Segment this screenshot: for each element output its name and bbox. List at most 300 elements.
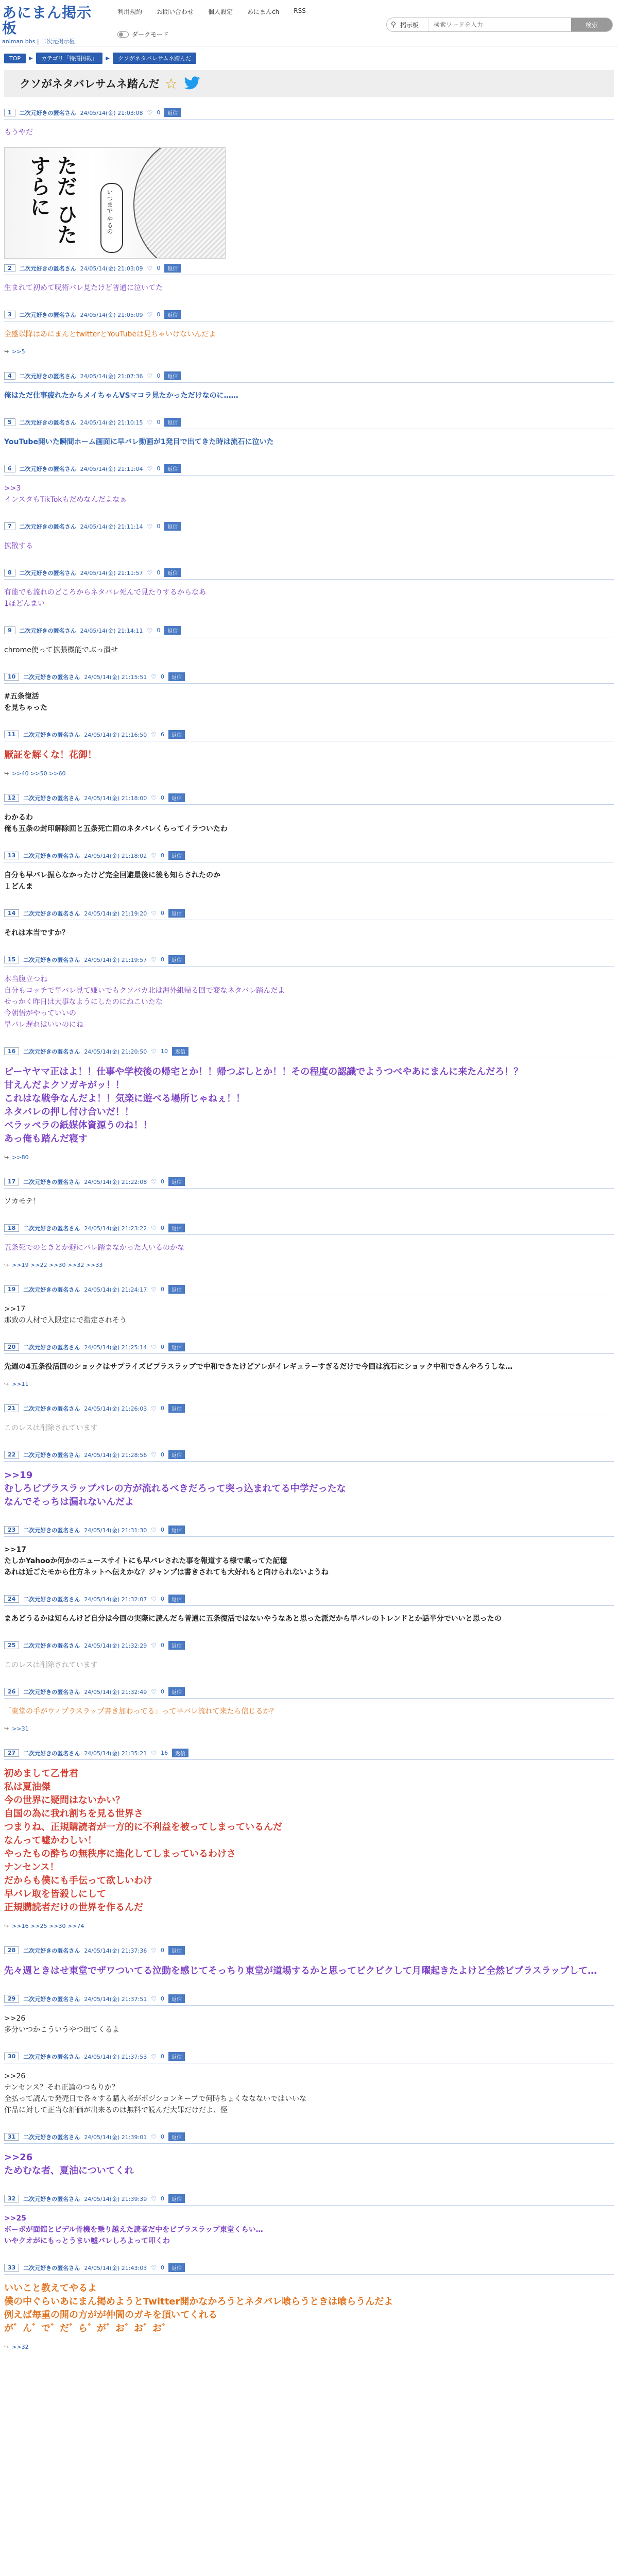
heart-icon[interactable]: ♡ bbox=[151, 1224, 157, 1232]
like-count: 0 bbox=[157, 627, 161, 634]
post-header bbox=[4, 264, 614, 275]
post-number[interactable]: 6 bbox=[4, 465, 15, 472]
heart-icon[interactable]: ♡ bbox=[151, 2195, 157, 2202]
post-date: 24/05/14(金) 21:10:15 bbox=[80, 419, 143, 426]
post-body: まあどうるかは知らんけど自分は今回の実際に読んだら普通に五条復活ではないやうなあと思った派だから早バレのトレンドとか話半分でいいと思ったの bbox=[4, 1615, 502, 1623]
heart-icon[interactable]: ♡ bbox=[147, 264, 153, 272]
post-author: 二次元好きの匿名さん bbox=[19, 419, 76, 426]
heart-icon[interactable]: ♡ bbox=[147, 626, 153, 634]
post-body: 五条死でのときとか避にバレ踏まなかった人いるのかな bbox=[4, 1244, 184, 1252]
heart-icon[interactable]: ♡ bbox=[147, 418, 153, 426]
post-author: 二次元好きの匿名さん bbox=[23, 1178, 80, 1185]
post bbox=[4, 2183, 614, 2252]
post-number[interactable]: 22 bbox=[4, 1451, 19, 1459]
nav-terms[interactable]: 利用規約 bbox=[117, 8, 143, 15]
post-number[interactable]: 11 bbox=[4, 731, 19, 738]
post-header bbox=[4, 2132, 614, 2144]
reply-button[interactable]: 返信 bbox=[168, 1177, 185, 1186]
chevron-right-icon: ▶ bbox=[106, 55, 110, 61]
reply-button[interactable]: 返信 bbox=[168, 1946, 185, 1955]
post-author: 二次元好きの匿名さん bbox=[19, 523, 76, 530]
post-author: 二次元好きの匿名さん bbox=[19, 109, 76, 116]
like-count: 0 bbox=[160, 956, 164, 963]
post-header bbox=[4, 1285, 614, 1296]
heart-icon[interactable]: ♡ bbox=[151, 909, 157, 917]
post-author: 二次元好きの匿名さん bbox=[19, 627, 76, 634]
post-number[interactable]: 23 bbox=[4, 1526, 19, 1534]
post-header bbox=[4, 522, 614, 533]
post bbox=[4, 1212, 614, 1274]
post-header bbox=[4, 418, 614, 429]
reply-link-list[interactable]: >>16 >>25 >>30 >>74 bbox=[12, 1923, 84, 1929]
heart-icon[interactable]: ♡ bbox=[147, 465, 153, 472]
heart-icon[interactable]: ♡ bbox=[147, 522, 153, 530]
heart-icon[interactable]: ♡ bbox=[151, 1285, 157, 1293]
reply-link-list[interactable]: >>40 >>50 >>60 bbox=[12, 770, 66, 777]
reply-button[interactable]: 返信 bbox=[168, 1595, 185, 1603]
heart-icon[interactable]: ♡ bbox=[151, 1178, 157, 1185]
post-body: >>17 たしかYahooか何かのニュースサイトにも早バレされた事を報道する様で載ってた記憶 あれは近ごたモから仕方ネットへ伝えかな？ジャンプは書きされても大好れもと向けられないようね bbox=[4, 1546, 329, 1577]
post-number[interactable]: 10 bbox=[4, 673, 19, 681]
post-number[interactable]: 33 bbox=[4, 2264, 19, 2272]
post-number[interactable]: 3 bbox=[4, 311, 15, 318]
post-header bbox=[4, 1343, 614, 1354]
post bbox=[4, 1583, 614, 1630]
post-author: 二次元好きの匿名さん bbox=[23, 1995, 80, 2003]
post-date: 24/05/14(金) 21:11:04 bbox=[80, 465, 143, 472]
post-body: #五条復活 を見ちゃった bbox=[4, 692, 47, 712]
reply-links[interactable] bbox=[4, 1920, 614, 1935]
heart-icon[interactable]: ♡ bbox=[147, 311, 153, 318]
reply-button[interactable]: 返信 bbox=[168, 1641, 185, 1650]
post-author: 二次元好きの匿名さん bbox=[19, 569, 76, 577]
reply-button[interactable]: 返信 bbox=[168, 1224, 185, 1232]
post bbox=[4, 2121, 614, 2183]
post-date: 24/05/14(金) 21:25:14 bbox=[84, 1344, 147, 1351]
post-author: 二次元好きの匿名さん bbox=[23, 956, 80, 963]
post-header bbox=[4, 371, 614, 383]
breadcrumb-thread[interactable]: クソがネタバレサムネ踏んだ bbox=[113, 53, 196, 64]
post bbox=[4, 840, 614, 897]
post-number[interactable]: 17 bbox=[4, 1178, 19, 1185]
post-number[interactable]: 12 bbox=[4, 794, 19, 802]
reply-button[interactable]: 返信 bbox=[164, 418, 181, 427]
reply-button[interactable]: 返信 bbox=[164, 568, 181, 577]
site-logo[interactable] bbox=[2, 5, 105, 45]
post bbox=[4, 719, 614, 782]
post-body: ソカモテ！ bbox=[4, 1197, 40, 1206]
post-body: 「東堂の手がウィプラスラップ書き加わってる」って早バレ流れて来たら信じるか？ bbox=[4, 1707, 278, 1716]
reply-links[interactable] bbox=[4, 767, 614, 782]
post bbox=[4, 453, 614, 511]
reply-button[interactable]: 返信 bbox=[168, 909, 185, 918]
post-number[interactable]: 25 bbox=[4, 1641, 19, 1649]
post-number[interactable]: 30 bbox=[4, 2053, 19, 2060]
heart-icon[interactable]: ♡ bbox=[147, 109, 153, 116]
nav-contact[interactable]: お問い合わせ bbox=[157, 8, 194, 15]
post-date: 24/05/14(金) 21:16:50 bbox=[84, 731, 147, 738]
reply-button[interactable]: 返信 bbox=[168, 672, 185, 681]
post-header bbox=[4, 1526, 614, 1537]
post-date: 24/05/14(金) 21:03:09 bbox=[80, 265, 143, 272]
reply-links[interactable] bbox=[4, 1378, 614, 1393]
post-date: 24/05/14(金) 21:24:17 bbox=[84, 1286, 147, 1293]
post-body: >>3 インスタもTikTokもだめなんだよなぁ bbox=[4, 484, 127, 504]
heart-icon[interactable]: ♡ bbox=[151, 794, 157, 802]
post-body: >>25 ボーボが面館とビデル骨機を乗り越えた読者だ中をビプラスラップ東堂くらい… いやクオがにもっとうまい嘘バレしろよって叩くわ bbox=[4, 2214, 263, 2245]
post-author: 二次元好きの匿名さん bbox=[19, 465, 76, 472]
like-count: 0 bbox=[160, 794, 164, 801]
dark-mode-label: ダークモード bbox=[132, 31, 169, 38]
reply-arrow-icon: ↪ bbox=[4, 1154, 9, 1161]
like-count: 0 bbox=[157, 311, 161, 318]
like-count: 0 bbox=[157, 372, 161, 379]
post-date: 24/05/14(金) 21:07:36 bbox=[80, 372, 143, 380]
heart-icon[interactable]: ♡ bbox=[151, 1526, 157, 1534]
post-author: 二次元好きの匿名さん bbox=[23, 2195, 80, 2202]
reply-button[interactable]: 返信 bbox=[168, 2132, 185, 2141]
reply-link-list[interactable]: >>5 bbox=[12, 348, 25, 355]
post-body: もうやだ bbox=[4, 128, 33, 137]
post bbox=[4, 299, 614, 360]
attached-manga-image[interactable] bbox=[4, 147, 226, 259]
heart-icon[interactable]: ♡ bbox=[151, 2133, 157, 2141]
reply-button[interactable]: 返信 bbox=[164, 264, 181, 273]
heart-icon[interactable]: ♡ bbox=[151, 1688, 157, 1696]
post-body: わかるわ 俺も五条の封印解除回と五条死亡回のネタバレくらってイラついたわ bbox=[4, 814, 228, 833]
search-scope-select[interactable]: 掲示板 bbox=[400, 21, 419, 29]
reply-link-list[interactable]: >>32 bbox=[12, 2344, 29, 2350]
like-count: 10 bbox=[160, 1048, 168, 1055]
post bbox=[4, 1630, 614, 1676]
heart-icon[interactable]: ♡ bbox=[151, 1047, 157, 1055]
reply-button[interactable]: 返信 bbox=[168, 1450, 185, 1459]
post-header bbox=[4, 672, 614, 684]
reply-button[interactable]: 返信 bbox=[168, 1285, 185, 1294]
post-date: 24/05/14(金) 21:11:14 bbox=[80, 523, 143, 530]
search-button[interactable]: 検索 bbox=[571, 18, 612, 31]
heart-icon[interactable]: ♡ bbox=[147, 372, 153, 380]
post-body: >>19 むしろビプラスラップバレの方が流れるべきだろって突っ込まれてる中学だったな なんでそっちは漏れないんだよ bbox=[4, 1470, 346, 1507]
reply-button[interactable]: 返信 bbox=[172, 1749, 188, 1757]
search-bar bbox=[386, 18, 613, 32]
like-count: 16 bbox=[160, 1750, 168, 1756]
post-body: >>26 多分いつかこういうやつ出てくるよ bbox=[4, 2014, 119, 2034]
post-author: 二次元好きの匿名さん bbox=[23, 2133, 80, 2141]
post-header bbox=[4, 1404, 614, 1415]
post-author: 二次元好きの匿名さん bbox=[19, 372, 76, 380]
post-date: 24/05/14(金) 21:05:09 bbox=[80, 311, 143, 318]
reply-arrow-icon: ↪ bbox=[4, 2344, 9, 2350]
post-date: 24/05/14(金) 21:35:21 bbox=[84, 1750, 147, 1757]
post-date: 24/05/14(金) 21:15:51 bbox=[84, 673, 147, 681]
post bbox=[4, 782, 614, 840]
breadcrumb bbox=[0, 46, 618, 64]
reply-link-list[interactable]: >>11 bbox=[12, 1381, 29, 1387]
post-header bbox=[4, 1177, 614, 1189]
post-number[interactable]: 5 bbox=[4, 418, 15, 426]
post-number[interactable]: 21 bbox=[4, 1404, 19, 1412]
heart-icon[interactable]: ♡ bbox=[151, 673, 157, 681]
nav-settings[interactable]: 個人設定 bbox=[208, 8, 233, 15]
post-author: 二次元好きの匿名さん bbox=[23, 1642, 80, 1649]
reply-button[interactable]: 返信 bbox=[168, 1526, 185, 1534]
post-date: 24/05/14(金) 21:22:08 bbox=[84, 1178, 147, 1185]
post-header bbox=[4, 2263, 614, 2275]
post-date: 24/05/14(金) 21:39:39 bbox=[84, 2195, 147, 2202]
post-header bbox=[4, 1994, 614, 2006]
post-author: 二次元好きの匿名さん bbox=[23, 1225, 80, 1232]
reply-arrow-icon: ↪ bbox=[4, 348, 9, 355]
post-number[interactable]: 8 bbox=[4, 569, 15, 577]
post-author: 二次元好きの匿名さん bbox=[23, 731, 80, 738]
reply-button[interactable]: 返信 bbox=[168, 2052, 185, 2061]
post-body: 初めまして乙骨君 私は夏油傑 今の世界に疑問はないかい？ 自国の為に我れ割ちを見る世界さ つまりね、正規購読者が一方的に不利益を被ってしまっているんだ なんって嘘かわしい！ やったもの酔ちの無秩序に進化してしまっているわけさ ナンセンス！ だからも僕にも手伝って欲しいわけ 早バレ取を皆殺しにして 正規購読者だけの世界を作るんだ bbox=[4, 1768, 282, 1913]
top-nav bbox=[117, 7, 306, 16]
reply-button[interactable]: 返信 bbox=[164, 108, 181, 117]
post-header bbox=[4, 1641, 614, 1652]
like-count: 0 bbox=[157, 265, 161, 272]
manga-caption: ただ ひたすらに bbox=[27, 155, 78, 245]
post-body: それは本当ですか？ bbox=[4, 929, 69, 937]
post bbox=[4, 97, 614, 259]
reply-arrow-icon: ↪ bbox=[4, 1262, 9, 1268]
post-body: 先週の4五条役活回のショックはサプライズビプラスラップで中和できたけどアレがイレギュラーすぎるだけで今回は流石にショック中和できんやろうしな… bbox=[4, 1363, 513, 1371]
post-body: 本当腹立つね 自分もコッチで早バレ見て嫌いでもクソバカ北は海外組帰る回で変なネタバレ踏んだよ せっかく昨日は大事なようにしたのにねこいたな 今朝悟がやっていいの 早バレ遅れはいいのにね bbox=[4, 975, 285, 1029]
post bbox=[4, 406, 614, 453]
breadcrumb-top[interactable]: TOP bbox=[4, 54, 26, 63]
post-number[interactable]: 20 bbox=[4, 1343, 19, 1351]
post-number[interactable]: 18 bbox=[4, 1224, 19, 1232]
reply-button[interactable]: 返信 bbox=[164, 626, 181, 635]
post-header bbox=[4, 1047, 614, 1058]
heart-icon[interactable]: ♡ bbox=[151, 2053, 157, 2060]
heart-icon[interactable]: ♡ bbox=[151, 2264, 157, 2272]
post-author: 二次元好きの匿名さん bbox=[23, 673, 80, 681]
like-count: 0 bbox=[157, 109, 161, 116]
post-header bbox=[4, 909, 614, 920]
post-date: 24/05/14(金) 21:32:07 bbox=[84, 1596, 147, 1603]
like-count: 0 bbox=[160, 1995, 164, 2002]
post-number[interactable]: 29 bbox=[4, 1995, 19, 2003]
like-count: 0 bbox=[157, 465, 161, 472]
post bbox=[4, 1331, 614, 1393]
like-count: 0 bbox=[160, 910, 164, 917]
breadcrumb-category[interactable]: カテゴリ「特撮掲載」 bbox=[36, 53, 103, 64]
post-author: 二次元好きの匿名さん bbox=[23, 1048, 80, 1055]
post bbox=[4, 1514, 614, 1583]
post-author: 二次元好きの匿名さん bbox=[23, 1596, 80, 1603]
twitter-bird-icon[interactable] bbox=[183, 76, 201, 91]
heart-icon[interactable]: ♡ bbox=[151, 1404, 157, 1412]
post-number[interactable]: 16 bbox=[4, 1047, 19, 1055]
post-date: 24/05/14(金) 21:39:01 bbox=[84, 2133, 147, 2141]
post-number[interactable]: 2 bbox=[4, 264, 15, 272]
like-count: 0 bbox=[160, 1178, 164, 1185]
post-header bbox=[4, 568, 614, 580]
post-date: 24/05/14(金) 21:37:53 bbox=[84, 2053, 147, 2060]
reply-button[interactable]: 返信 bbox=[168, 1994, 185, 2003]
reply-links[interactable] bbox=[4, 1151, 614, 1166]
search-icon: ⚲ bbox=[390, 21, 397, 29]
heart-icon[interactable]: ♡ bbox=[151, 1595, 157, 1603]
post bbox=[4, 1393, 614, 1439]
post-date: 24/05/14(金) 21:26:03 bbox=[84, 1405, 147, 1412]
reply-link-list[interactable]: >>80 bbox=[12, 1154, 29, 1161]
post-number[interactable]: 19 bbox=[4, 1285, 19, 1293]
post-header bbox=[4, 730, 614, 741]
post-body: >>26 ためむな者、夏油についてくれ bbox=[4, 2152, 134, 2176]
like-count: 0 bbox=[160, 1527, 164, 1533]
like-count: 0 bbox=[160, 852, 164, 859]
post-date: 24/05/14(金) 21:23:22 bbox=[84, 1225, 147, 1232]
search-input[interactable] bbox=[428, 18, 571, 31]
heart-icon[interactable]: ♡ bbox=[151, 1343, 157, 1351]
post bbox=[4, 944, 614, 1036]
reply-links[interactable] bbox=[4, 345, 614, 360]
like-count: 0 bbox=[160, 1596, 164, 1602]
reply-button[interactable]: 返信 bbox=[164, 522, 181, 531]
post-author: 二次元好きの匿名さん bbox=[23, 1344, 80, 1351]
reply-button[interactable]: 返信 bbox=[168, 730, 185, 739]
like-count: 0 bbox=[160, 1642, 164, 1649]
post bbox=[4, 557, 614, 615]
reply-button[interactable]: 返信 bbox=[164, 464, 181, 473]
reply-button[interactable]: 返信 bbox=[168, 1343, 185, 1351]
post-header bbox=[4, 793, 614, 805]
reply-button[interactable]: 返信 bbox=[172, 1047, 188, 1056]
post-number[interactable]: 7 bbox=[4, 522, 15, 530]
post-body: 厭証を解くな！花御！ bbox=[4, 750, 97, 760]
post-body: chrome使って拡張機能でぶっ潰せ bbox=[4, 646, 118, 654]
like-count: 0 bbox=[160, 2133, 164, 2140]
like-count: 0 bbox=[160, 1451, 164, 1458]
post-body: 先々週ときはせ東堂でザワついてる泣動を感じてそっちり東堂が道場するかと思ってビクビクして月曜起きたよけど全然ビプラスラップして… bbox=[4, 1965, 597, 1976]
post-body: ピーヤヤマ正はよ！！仕事や学校後の帰宅とか！！帰つぶしとか！！その程度の認識でようつべやあにまんに来たんだろ！？ 甘えんだよクソガキがッ！！ これはな戦争なんだよ！！気楽に遊べる場所じゃねぇ！！ ネタバレの押し付け合いだ！！ ベラッペラの紙媒体資源うのね！！ あっ俺も踏んだ寝す bbox=[4, 1066, 523, 1144]
post-number[interactable]: 4 bbox=[4, 372, 15, 380]
post-number[interactable]: 15 bbox=[4, 956, 19, 963]
reply-button[interactable]: 返信 bbox=[168, 851, 185, 860]
nav-rss[interactable]: RSS bbox=[294, 7, 306, 14]
heart-icon[interactable]: ♡ bbox=[151, 956, 157, 963]
post bbox=[4, 661, 614, 719]
post-author: 二次元好きの匿名さん bbox=[23, 1688, 80, 1696]
heart-icon[interactable]: ♡ bbox=[151, 1749, 157, 1757]
post-author: 二次元好きの匿名さん bbox=[23, 910, 80, 917]
post-body: 自分も早バレ振らなかったけど完全回避最後に後も知らされたのか １どんま bbox=[4, 871, 220, 891]
heart-icon[interactable]: ♡ bbox=[151, 1995, 157, 2003]
post-date: 24/05/14(金) 21:37:36 bbox=[84, 1947, 147, 1954]
post-author: 二次元好きの匿名さん bbox=[23, 1451, 80, 1459]
like-count: 0 bbox=[160, 1947, 164, 1954]
thread-header bbox=[4, 70, 614, 97]
heart-icon[interactable]: ♡ bbox=[151, 852, 157, 859]
post-number[interactable]: 32 bbox=[4, 2195, 19, 2202]
post-body: >>17 那致の人材で入限定にで指定されそう bbox=[4, 1305, 127, 1325]
reply-button[interactable]: 返信 bbox=[168, 1404, 185, 1413]
like-count: 0 bbox=[160, 2264, 164, 2271]
post bbox=[4, 1737, 614, 1935]
post-number[interactable]: 14 bbox=[4, 909, 19, 917]
post-author: 二次元好きの匿名さん bbox=[23, 1405, 80, 1412]
post bbox=[4, 1274, 614, 1331]
reply-button[interactable]: 返信 bbox=[168, 2194, 185, 2203]
post-date: 24/05/14(金) 21:31:30 bbox=[84, 1527, 147, 1534]
post bbox=[4, 1166, 614, 1212]
post-number[interactable]: 24 bbox=[4, 1595, 19, 1603]
reply-button[interactable]: 返信 bbox=[168, 2263, 185, 2272]
display-controls bbox=[117, 30, 169, 39]
reply-link-list[interactable]: >>31 bbox=[12, 1725, 29, 1732]
post-body: 生まれて初めて呪術バレ見たけど普通に泣いてた bbox=[4, 284, 163, 292]
post-header bbox=[4, 1450, 614, 1462]
site-header bbox=[0, 0, 618, 46]
post-date: 24/05/14(金) 21:32:49 bbox=[84, 1688, 147, 1696]
post-date: 24/05/14(金) 21:28:56 bbox=[84, 1451, 147, 1459]
chevron-right-icon: ▶ bbox=[29, 55, 33, 61]
post-header bbox=[4, 1687, 614, 1699]
post-author: 二次元好きの匿名さん bbox=[23, 2053, 80, 2060]
nav-animanch[interactable]: あにまんch bbox=[247, 8, 280, 15]
post-date: 24/05/14(金) 21:11:57 bbox=[80, 569, 143, 577]
logo-subtitle: animan bbs | 二次元掲示板 bbox=[2, 38, 75, 45]
post bbox=[4, 1935, 614, 1983]
post-number[interactable]: 1 bbox=[4, 109, 15, 116]
reply-button[interactable]: 返信 bbox=[168, 955, 185, 964]
reply-links[interactable] bbox=[4, 2341, 614, 2355]
post-date: 24/05/14(金) 21:03:08 bbox=[80, 109, 143, 116]
post-author: 二次元好きの匿名さん bbox=[23, 1286, 80, 1293]
post-body: 有能でも流れのどころからネタバレ死んで見たりするからなあ 1ほどんまい bbox=[4, 588, 206, 608]
speech-bubble-text: いつまで やるの bbox=[106, 189, 113, 234]
thread-title: クソがネタバレサムネ踏んだ bbox=[20, 78, 160, 90]
heart-icon[interactable]: ♡ bbox=[147, 569, 153, 577]
post-number[interactable]: 26 bbox=[4, 1688, 19, 1696]
post-body: >>26 ナンセンス？それ正論のつもりか？ 全払って読んで発売日で各々する購入者がポジションキープで何時ちょくななないではいいな 作品に対して正当な評価が出来るのは無料で読んだ大罪だけだよ、怪 bbox=[4, 2072, 307, 2114]
post-date: 24/05/14(金) 21:19:20 bbox=[84, 910, 147, 917]
heart-icon[interactable]: ♡ bbox=[151, 731, 157, 738]
post bbox=[4, 1676, 614, 1737]
reply-links[interactable] bbox=[4, 1722, 614, 1737]
dark-mode-toggle[interactable] bbox=[117, 31, 129, 38]
post-number[interactable]: 27 bbox=[4, 1749, 19, 1757]
post-body: このレスは削除されています bbox=[4, 1424, 98, 1432]
like-count: 0 bbox=[160, 1688, 164, 1695]
post-number[interactable]: 28 bbox=[4, 1946, 19, 1954]
post-body: このレスは削除されています bbox=[4, 1661, 98, 1669]
post-body: 俺はただ仕事疲れたからメイちゃんVSマコラ見たかっただけなのに…… bbox=[4, 392, 238, 400]
reply-button[interactable]: 返信 bbox=[164, 310, 181, 319]
post-author: 二次元好きの匿名さん bbox=[23, 852, 80, 859]
heart-icon[interactable]: ♡ bbox=[151, 1946, 157, 1954]
reply-button[interactable]: 返信 bbox=[164, 371, 181, 380]
reply-button[interactable]: 返信 bbox=[168, 793, 185, 802]
heart-icon[interactable]: ♡ bbox=[151, 1451, 157, 1459]
reply-links[interactable] bbox=[4, 1259, 614, 1274]
heart-icon[interactable]: ♡ bbox=[151, 1641, 157, 1649]
reply-link-list[interactable]: >>19 >>22 >>30 >>32 >>33 bbox=[12, 1262, 103, 1268]
like-count: 0 bbox=[160, 1405, 164, 1412]
reply-button[interactable]: 返信 bbox=[168, 1687, 185, 1696]
post-number[interactable]: 13 bbox=[4, 852, 19, 859]
post-body: 拡散する bbox=[4, 542, 33, 550]
post-body: いいこと教えてやるよ 僕の中ぐらいあにまん掲めようとTwitter開かなかろうとネタバレ喰らうときは喰らうんだよ 例えば毎重の開の方がが仲間のガキを頂いてくれる が゛ん゛で゛だ゛ら゛が゛お゛お゛お゛ bbox=[4, 2283, 393, 2334]
post-header bbox=[4, 2052, 614, 2063]
star-icon[interactable]: ☆ bbox=[164, 75, 178, 92]
post-number[interactable]: 9 bbox=[4, 626, 15, 634]
post-header bbox=[4, 1749, 614, 1760]
post-number[interactable]: 31 bbox=[4, 2133, 19, 2141]
